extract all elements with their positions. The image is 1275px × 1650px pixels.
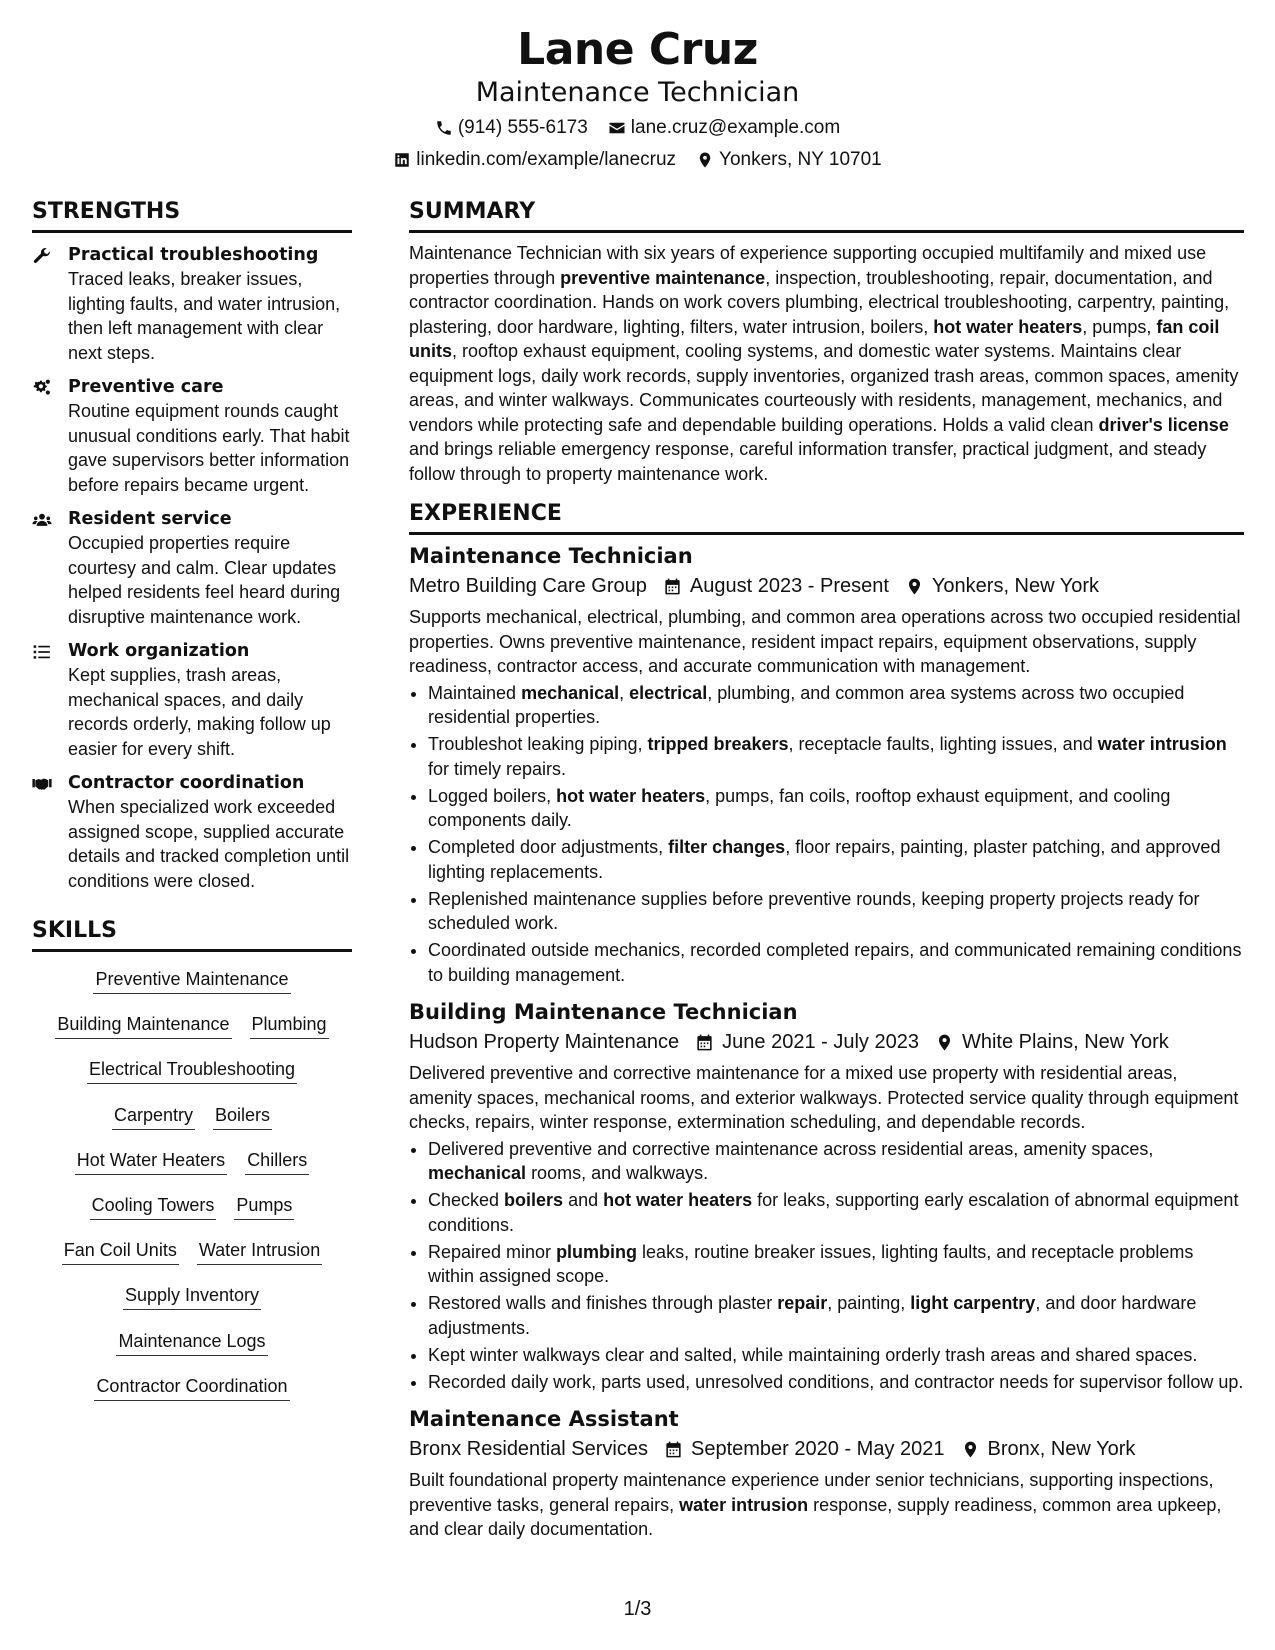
skill-tag: Plumbing	[250, 1012, 329, 1039]
job-bullets	[428, 1137, 1244, 1395]
job-company: Bronx Residential Services	[409, 1438, 648, 1460]
job-bullet: • Checked boilers and hot water heaters for leaks, supporting early escalation of abnormal equipment conditions.	[428, 1188, 1244, 1237]
job-description: Supports mechanical, electrical, plumbing, and common area operations across two occupied residential properties. Owns preventive maintenance, resident impact repairs, equipment observations, supply readiness, contractor access, and accurate communication with management.	[409, 607, 1241, 676]
resume-header	[0, 22, 1275, 172]
skill-tag: Electrical Troubleshooting	[87, 1057, 297, 1084]
job-bullet: • Coordinated outside mechanics, recorded completed repairs, and communicated remaining conditions to building management.	[428, 938, 1244, 987]
strength-text: When specialized work exceeded assigned scope, supplied accurate details and tracked completion until conditions were closed.	[68, 797, 350, 891]
skill-row	[32, 1184, 352, 1229]
job-bullet: • Completed door adjustments, filter changes, floor repairs, painting, plaster patching, and approved lighting replacements.	[428, 835, 1244, 884]
job-entry	[409, 1404, 1244, 1542]
calendar-icon	[695, 1033, 714, 1052]
skill-tag: Pumps	[234, 1193, 294, 1220]
list-icon	[32, 642, 52, 662]
calendar-icon	[663, 577, 682, 596]
users-icon	[32, 510, 52, 530]
strength-text: Kept supplies, trash areas, mechanical spaces, and daily records orderly, making follow up easier for every shift.	[68, 665, 331, 759]
job-company: Hudson Property Maintenance	[409, 1031, 680, 1053]
strength-item	[32, 243, 352, 365]
strength-text: Routine equipment rounds caught unusual conditions early. That habit gave supervisors better information before repairs became urgent.	[68, 401, 350, 495]
job-entry	[409, 541, 1244, 987]
map-pin-icon	[696, 151, 714, 169]
skill-row	[32, 1274, 352, 1319]
map-pin-icon	[961, 1440, 980, 1459]
page-number: 1/3	[623, 1598, 652, 1620]
experience-heading: EXPERIENCE	[409, 500, 1244, 535]
strength-item	[32, 507, 352, 629]
job-company: Metro Building Care Group	[409, 575, 647, 597]
contact-row-1	[0, 116, 1275, 140]
phone-text: (914) 555-6173	[457, 117, 588, 138]
skill-tag: Hot Water Heaters	[75, 1148, 227, 1175]
linkedin-text[interactable]: linkedin.com/example/lanecruz	[416, 149, 677, 170]
job-bullet: • Maintained mechanical, electrical, plumbing, and common area systems across two occupied residential properties.	[428, 681, 1244, 730]
job-dates: August 2023 - Present	[663, 571, 889, 601]
strength-item	[32, 771, 352, 893]
candidate-title: Maintenance Technician	[475, 77, 800, 108]
strengths-heading: STRENGTHS	[32, 198, 352, 233]
job-bullet: • Recorded daily work, parts used, unresolved conditions, and contractor needs for supervisor follow up.	[428, 1370, 1244, 1395]
skill-tag: Boilers	[213, 1103, 272, 1130]
handshake-icon	[32, 774, 52, 794]
phone-contact	[435, 116, 588, 140]
skill-row	[32, 1139, 352, 1184]
job-bullet: • Kept winter walkways clear and salted, while maintaining orderly trash areas and shared spaces.	[428, 1343, 1244, 1368]
job-description: Built foundational property maintenance experience under senior technicians, supporting inspections, preventive tasks, general repairs, water intrusion response, supply readiness, common area upkeep, and clear daily documentation.	[409, 1470, 1222, 1539]
phone-icon	[435, 119, 453, 137]
left-column	[32, 198, 352, 1410]
strength-text: Occupied properties require courtesy and calm. Clear updates helped residents feel heard during disruptive maintenance work.	[68, 533, 341, 627]
skill-row	[32, 958, 352, 1003]
skill-tag: Chillers	[245, 1148, 309, 1175]
job-bullet: • Delivered preventive and corrective maintenance across residential areas, amenity spaces, mechanical rooms, and walkways.	[428, 1137, 1244, 1186]
skills-section	[32, 917, 352, 1410]
skill-tag: Preventive Maintenance	[93, 967, 290, 994]
skill-row	[32, 1003, 352, 1048]
job-description: Delivered preventive and corrective maintenance for a mixed use property with residential areas, amenity spaces, mechanical rooms, and exterior walkways. Protected service quality through equipment checks, repairs, winter response, extermination scheduling, and dependable records.	[409, 1063, 1239, 1132]
email-contact[interactable]	[608, 116, 840, 140]
location-text: Yonkers, NY 10701	[719, 149, 882, 170]
job-list	[409, 541, 1244, 1542]
location-contact	[696, 148, 882, 172]
job-bullet: • Replenished maintenance supplies before preventive rounds, keeping property projects ready for scheduled work.	[428, 887, 1244, 936]
skill-tag: Contractor Coordination	[94, 1374, 289, 1401]
job-location: Bronx, New York	[961, 1434, 1136, 1464]
strength-text: Traced leaks, breaker issues, lighting faults, and water intrusion, then left management with clear next steps.	[68, 269, 341, 363]
strength-item	[32, 375, 352, 497]
right-column	[409, 198, 1244, 1542]
linkedin-icon	[393, 151, 411, 169]
linkedin-contact[interactable]	[393, 148, 676, 172]
job-bullet: • Logged boilers, hot water heaters, pumps, fan coils, rooftop exhaust equipment, and cooling components daily.	[428, 784, 1244, 833]
map-pin-icon	[935, 1033, 954, 1052]
strength-title: Contractor coordination	[68, 773, 305, 793]
experience-section	[409, 500, 1244, 1542]
skill-tag: Supply Inventory	[123, 1283, 261, 1310]
skills-list	[32, 958, 352, 1410]
skill-tag: Water Intrusion	[197, 1238, 322, 1265]
skill-row	[32, 1365, 352, 1410]
map-pin-icon	[905, 577, 924, 596]
job-bullet: • Troubleshot leaking piping, tripped breakers, receptacle faults, lighting issues, and water intrusion for timely repairs.	[428, 732, 1244, 781]
job-title: Maintenance Technician	[409, 544, 693, 568]
email-text[interactable]: lane.cruz@example.com	[630, 117, 841, 138]
skill-row	[32, 1094, 352, 1139]
strength-title: Preventive care	[68, 377, 224, 397]
job-bullet: • Repaired minor plumbing leaks, routine breaker issues, lighting faults, and receptacle problems within assigned scope.	[428, 1240, 1244, 1289]
job-title: Building Maintenance Technician	[409, 1000, 798, 1024]
skill-tag: Carpentry	[112, 1103, 195, 1130]
job-bullet: • Restored walls and finishes through plaster repair, painting, light carpentry, and door hardware adjustments.	[428, 1291, 1244, 1340]
skill-row	[32, 1048, 352, 1093]
job-bullets	[428, 681, 1244, 988]
job-dates: June 2021 - July 2023	[695, 1027, 919, 1057]
contact-row-2	[0, 148, 1275, 172]
skill-tag: Building Maintenance	[55, 1012, 231, 1039]
job-meta	[409, 1434, 1244, 1464]
job-title: Maintenance Assistant	[409, 1407, 679, 1431]
job-meta	[409, 1027, 1244, 1057]
job-location: White Plains, New York	[935, 1027, 1169, 1057]
gears-icon	[32, 378, 52, 398]
strength-title: Resident service	[68, 509, 232, 529]
skill-row	[32, 1229, 352, 1274]
job-location: Yonkers, New York	[905, 571, 1099, 601]
calendar-icon	[664, 1440, 683, 1459]
skill-row	[32, 1320, 352, 1365]
strength-title: Practical troubleshooting	[68, 245, 319, 265]
strength-item	[32, 639, 352, 761]
job-meta	[409, 571, 1244, 601]
skill-tag: Cooling Towers	[90, 1193, 217, 1220]
summary-text: Maintenance Technician with six years of experience supporting occupied multifamily and mixed use properties through preventive maintenance, inspection, troubleshooting, repair, documentation, and contractor coordination. Hands on work covers plumbing, electrical troubleshooting, carpentry, painting, plastering, door hardware, lighting, filters, water intrusion, boilers, hot water heaters, pumps, fan coil units, rooftop exhaust equipment, cooling systems, and domestic water systems. Maintains clear equipment logs, daily work records, supply inventories, organized trash areas, common spaces, amenity areas, and winter walkways. Communicates courteously with residents, management, mechanics, and vendors while protecting safe and dependable building operations. Holds a valid clean driver's license and brings reliable emergency response, careful information transfer, practical judgment, and steady follow through to property maintenance work.	[409, 243, 1239, 484]
strength-title: Work organization	[68, 641, 250, 661]
skills-heading: SKILLS	[32, 917, 352, 952]
skill-tag: Fan Coil Units	[62, 1238, 179, 1265]
wrench-icon	[32, 246, 52, 266]
skill-tag: Maintenance Logs	[116, 1329, 267, 1356]
job-dates: September 2020 - May 2021	[664, 1434, 945, 1464]
job-entry	[409, 997, 1244, 1394]
envelope-icon	[608, 119, 626, 137]
summary-heading: SUMMARY	[409, 198, 1244, 233]
candidate-name: Lane Cruz	[517, 24, 758, 75]
